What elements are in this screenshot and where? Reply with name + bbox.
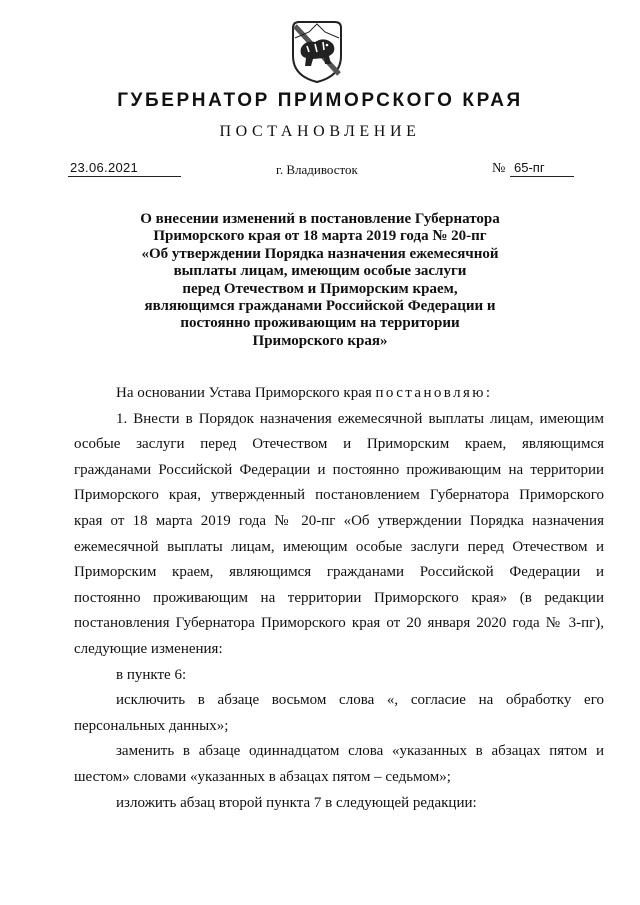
title-line: Приморского края»	[252, 332, 388, 349]
number-sign: №	[492, 161, 506, 176]
paragraph-1-line: края от 18 марта 2019 года № 20-пг «Об утверждении Порядка назначения	[74, 512, 604, 529]
paragraph-3-line: персональных данных»;	[74, 717, 229, 734]
paragraph-3-line: исключить в абзаце восьмом слова «, согласие на обработку его	[116, 692, 604, 709]
paragraph-1-line: особые заслуги перед Отечеством и Приморским краем, являющимся	[74, 436, 604, 453]
paragraph-1-line: гражданами Российской Федерации и постоянно проживающим на территории	[74, 461, 604, 478]
intro-emphasis: постановляю:	[375, 385, 493, 401]
number-underline	[510, 176, 574, 177]
paragraph-4-line: шестом» словами «указанных в абзацах пятом – седьмом»;	[74, 768, 451, 785]
paragraph-1-line: Приморским краем, являющимся гражданами Российской Федерации и	[74, 564, 604, 581]
paragraph-1-line: Приморского края, утвержденный постановлением Губернатора Приморского	[74, 487, 604, 504]
intro-text: На основании Устава Приморского края	[116, 385, 376, 401]
title-line: Приморского края от 18 марта 2019 года № 20-пг	[153, 228, 487, 245]
document-city: г. Владивосток	[276, 162, 358, 177]
title-line: О внесении изменений в постановление Губернатора	[140, 211, 500, 227]
document-date: 23.06.2021	[70, 160, 139, 175]
document-body	[74, 381, 604, 816]
paragraph-5: изложить абзац второй пункта 7 в следующей редакции:	[116, 794, 477, 811]
document-meta-row	[0, 160, 640, 184]
paragraph-1-line: ежемесячной выплаты лицам, имеющим особые заслуги перед Отечеством и	[74, 538, 604, 555]
title-line: «Об утверждении Порядка назначения ежемесячной	[141, 245, 499, 262]
title-line: перед Отечеством и Приморским краем,	[182, 280, 458, 297]
title-line: постоянно проживающим на территории	[180, 315, 460, 332]
document-number: 65-пг	[514, 160, 545, 175]
coat-of-arms-emblem	[287, 18, 347, 84]
title-line: являющимся гражданами Российской Федерации и	[144, 298, 496, 315]
document-type: ПОСТАНОВЛЕНИЕ	[219, 123, 421, 140]
paragraph-1-line: следующие изменения:	[74, 640, 223, 657]
authority-name: ГУБЕРНАТОР ПРИМОРСКОГО КРАЯ	[117, 90, 523, 111]
document-title	[120, 211, 520, 350]
title-line: выплаты лицам, имеющим особые заслуги	[173, 263, 467, 280]
date-underline	[68, 176, 181, 177]
paragraph-1-line: 1. Внести в Порядок назначения ежемесячной выплаты лицам, имеющим	[116, 410, 604, 427]
paragraph-2: в пункте 6:	[116, 666, 187, 683]
paragraph-1-line: постоянно проживающим на территории Приморского края» (в редакции	[74, 589, 604, 606]
paragraph-4-line: заменить в абзаце одиннадцатом слова «указанных в абзацах пятом и	[116, 743, 604, 760]
paragraph-1-line: постановления Губернатора Приморского края от 20 января 2020 года № 3-пг),	[74, 615, 604, 632]
intro-paragraph	[74, 381, 604, 407]
